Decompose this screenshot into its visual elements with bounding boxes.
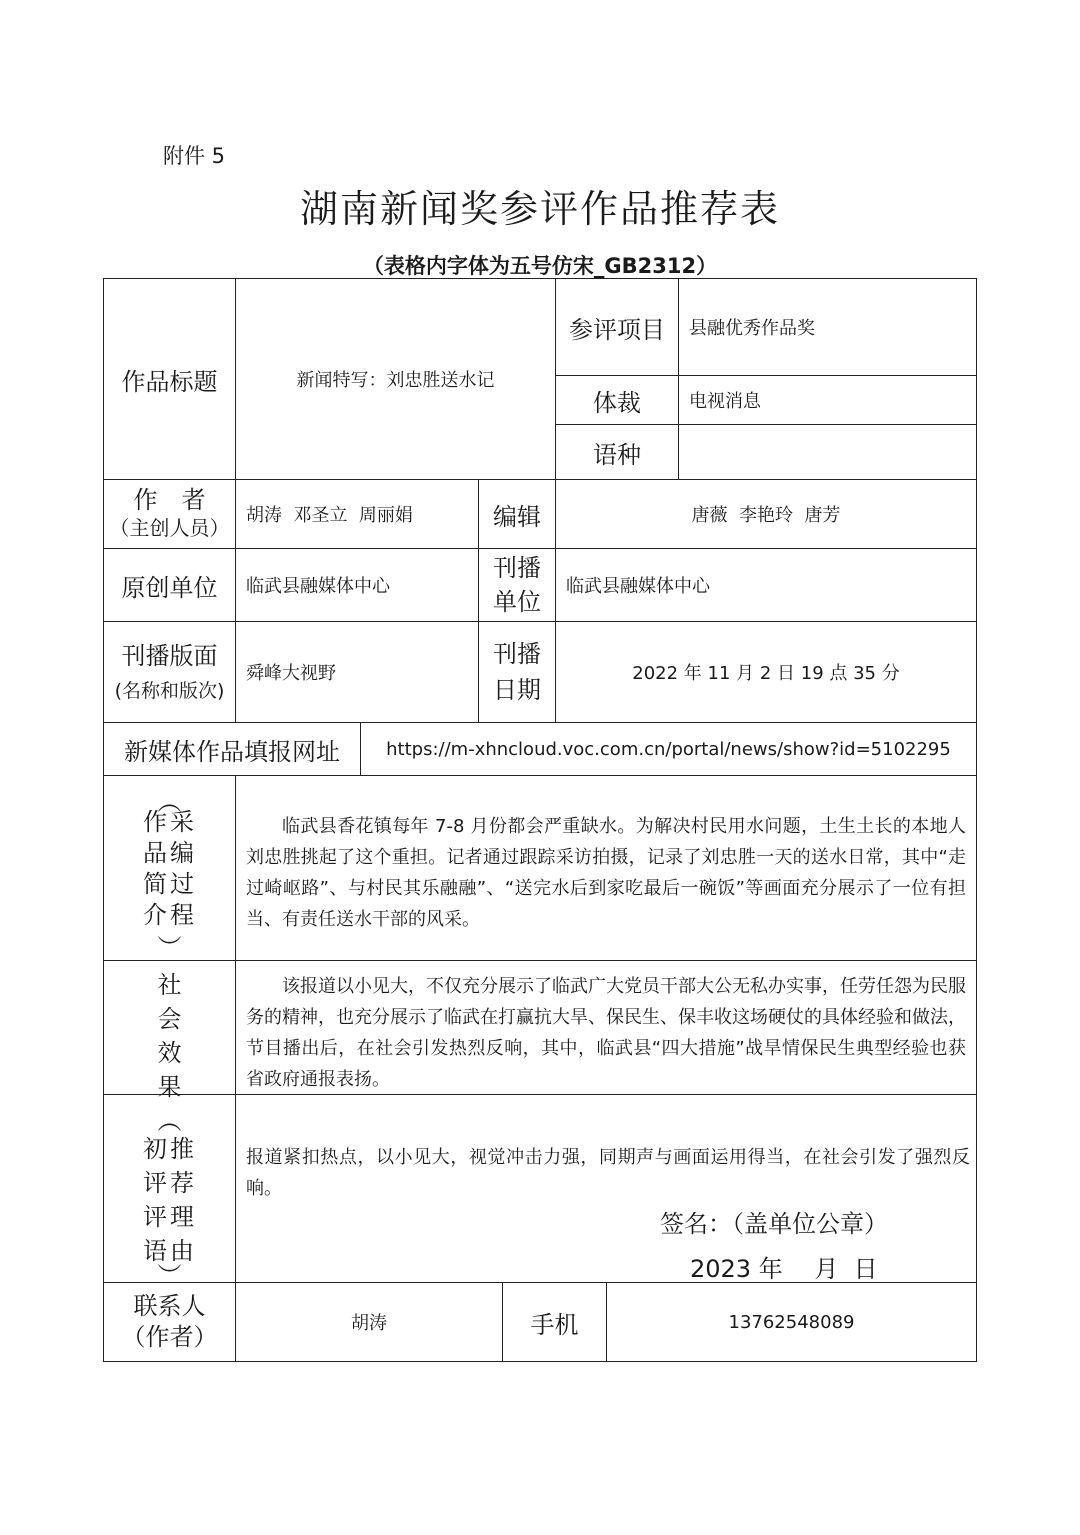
font-note: （表格内字体为五号仿宋_GB2312） bbox=[362, 254, 718, 278]
layout-label: 刊播版面 bbox=[121, 642, 218, 670]
date-value: 2022 年 11 月 2 日 19 点 35 分 bbox=[632, 663, 900, 684]
title-label: 作品标题 bbox=[121, 367, 218, 396]
language-label: 语种 bbox=[593, 440, 641, 469]
category-label: 参评项目 bbox=[569, 315, 665, 344]
author-value: 胡涛 邓圣立 周丽娟 bbox=[246, 505, 413, 526]
contact-value: 胡涛 bbox=[351, 1313, 387, 1334]
attachment-label: 附件 5 bbox=[163, 144, 226, 168]
url-value[interactable]: https://m-xhncloud.voc.com.cn/portal/news/show?id=5102295 bbox=[386, 738, 951, 760]
process-label-close: ︶ bbox=[157, 934, 182, 962]
layout-value: 舜峰大视野 bbox=[246, 663, 336, 684]
phone-value: 13762548089 bbox=[728, 1311, 855, 1333]
table-border-bottom bbox=[103, 1361, 977, 1362]
editor-value: 唐薇 李艳玲 唐芳 bbox=[691, 505, 841, 526]
effect-char: 效 bbox=[157, 1039, 182, 1067]
author-sublabel: （主创人员） bbox=[109, 516, 230, 540]
origin-value: 临武县融媒体中心 bbox=[246, 576, 390, 597]
review-text: 报道紧扣热点，以小见大，视觉冲击力强，同期声与画面运用得当，在社会引发了强烈反响。 bbox=[246, 1147, 970, 1199]
signature-line: 签名：（盖单位公章） bbox=[660, 1210, 888, 1238]
layout-label-cell bbox=[104, 622, 235, 722]
title-value: 新闻特写：刘忠胜送水记 bbox=[296, 370, 495, 391]
table-border-right bbox=[976, 278, 977, 1361]
date-label-cell bbox=[479, 622, 555, 722]
publisher-label-line2: 单位 bbox=[493, 588, 541, 616]
effect-text: 该报道以小见大，不仅充分展示了临武广大党员干部大公无私办实事，任劳任怨为民服务的精神，也充分展示了临武在打赢抗大旱、保民生、保丰收这场硬仗的具体经验和做法，节目播出后，在社会引发热烈反响，其中，临武县“四大措施”战旱情保民生典型经验也获省政府通报表扬。 bbox=[246, 976, 966, 1090]
publisher-value: 临武县融媒体中心 bbox=[566, 576, 710, 597]
review-label-close: ︶ bbox=[157, 1262, 182, 1290]
review-label-open: ︵ bbox=[157, 1107, 182, 1135]
effect-char: 果 bbox=[157, 1073, 182, 1101]
contact-label-line2: （作者） bbox=[121, 1323, 218, 1351]
layout-sublabel: (名称和版次) bbox=[114, 680, 225, 702]
url-label: 新媒体作品填报网址 bbox=[124, 737, 340, 766]
contact-label-line1: 联系人 bbox=[133, 1292, 206, 1320]
origin-label: 原创单位 bbox=[121, 573, 218, 602]
effect-char: 社 bbox=[157, 971, 182, 999]
process-text: 临武县香花镇每年 7-8 月份都会严重缺水。为解决村民用水问题，土生土长的本地人刘忠胜挑起了这个重担。记者通过跟踪采访拍摄，记录了刘忠胜一天的送水日常，其中“走过崎岖路”、与村民其乐融融”、“送完水后到家吃最后一碗饭”等画面充分展示了一位有担当、有责任送水干部的风采。 bbox=[246, 816, 966, 930]
review-label-col2: 推荐理由 bbox=[170, 1135, 194, 1265]
author-label: 作 者 bbox=[133, 486, 206, 514]
date-label-line1: 刊播 bbox=[493, 640, 541, 668]
publisher-label-cell bbox=[479, 549, 555, 621]
genre-label: 体裁 bbox=[593, 388, 641, 417]
category-value: 县融优秀作品奖 bbox=[689, 318, 815, 339]
sign-date: 2023 年 月 日 bbox=[690, 1255, 878, 1283]
language-value bbox=[679, 425, 976, 479]
process-label-col1: 作品简介 bbox=[143, 808, 167, 929]
effect-char: 会 bbox=[157, 1005, 182, 1033]
table-line bbox=[235, 775, 236, 1361]
genre-value: 电视消息 bbox=[689, 391, 761, 412]
process-label-col2: 采编过程 bbox=[170, 808, 194, 929]
process-label-open: ︵ bbox=[157, 788, 182, 816]
editor-label: 编辑 bbox=[493, 502, 541, 531]
phone-label: 手机 bbox=[530, 1310, 579, 1339]
page-title: 湖南新闻奖参评作品推荐表 bbox=[299, 187, 780, 231]
date-label-line2: 日期 bbox=[493, 676, 541, 704]
author-label-cell bbox=[104, 480, 235, 548]
review-label-col1: 初评评语 bbox=[143, 1135, 167, 1265]
contact-label-cell bbox=[104, 1283, 235, 1361]
publisher-label-line1: 刊播 bbox=[493, 554, 541, 582]
